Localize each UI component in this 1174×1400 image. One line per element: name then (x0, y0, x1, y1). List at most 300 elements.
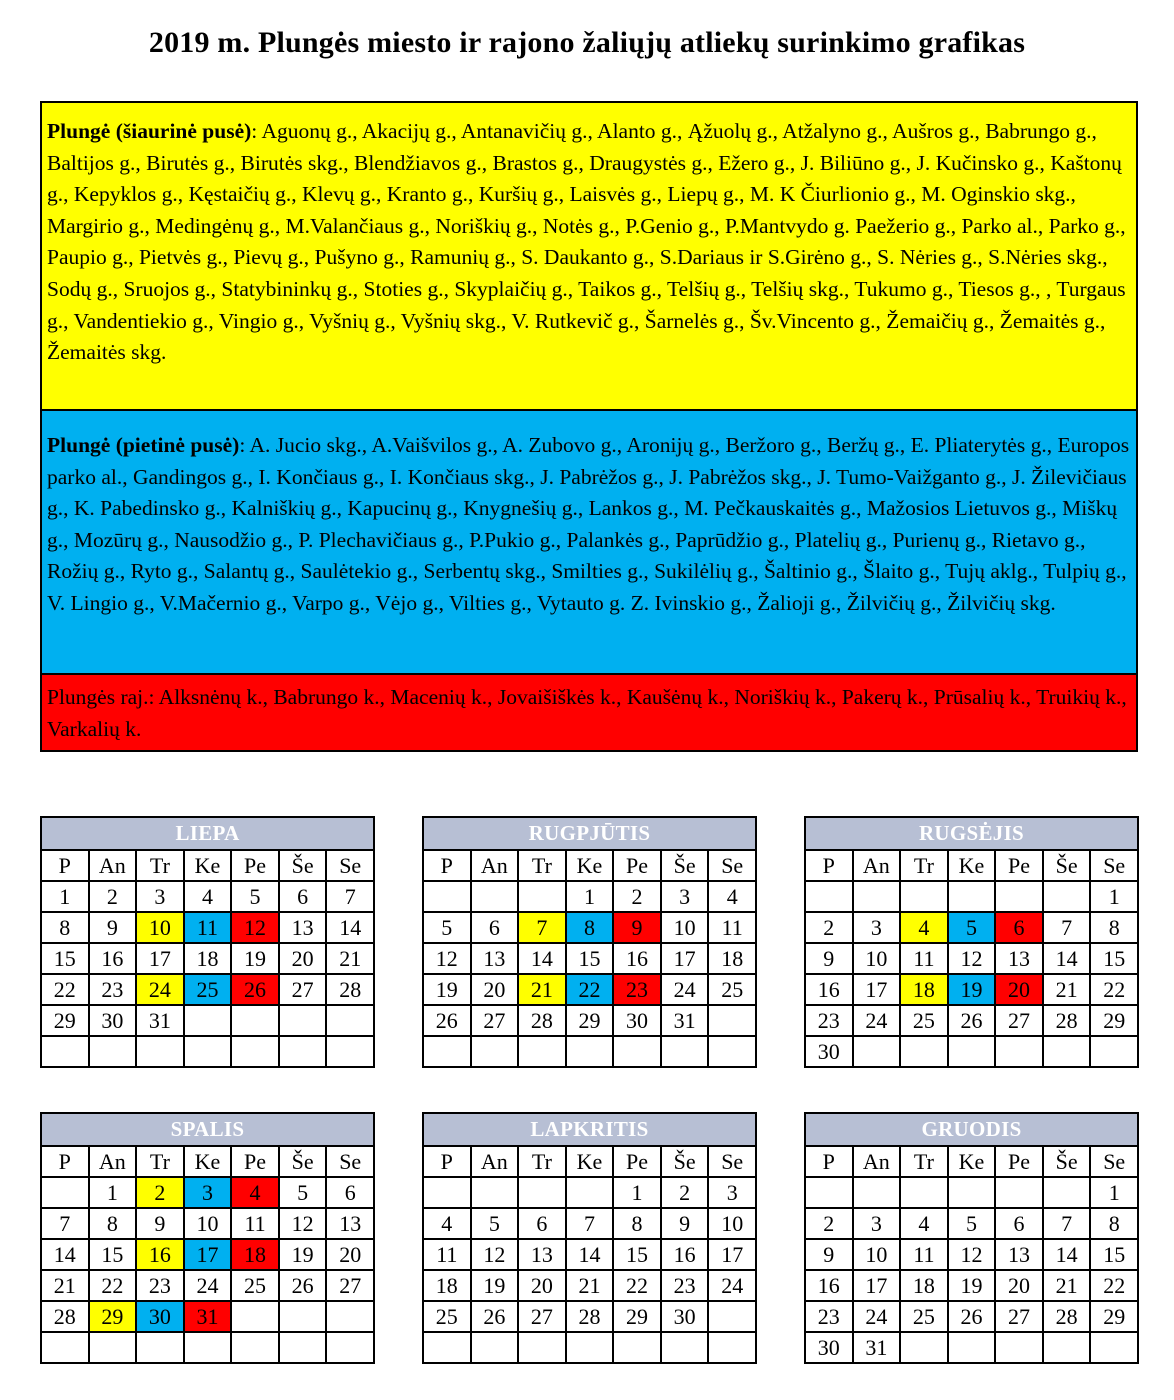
zone-south-label: Plungė (pietinė pusė) (47, 433, 240, 457)
day-cell: 15 (1090, 1239, 1138, 1270)
empty-day-cell (41, 1177, 89, 1208)
zone-north-label: Plungė (šiaurinė pusė) (47, 119, 252, 143)
day-cell: 28 (1043, 1301, 1091, 1332)
day-cell: 8 (613, 1208, 661, 1239)
day-cell: 19 (471, 1270, 519, 1301)
day-cell: 14 (1043, 943, 1091, 974)
weekday-header: Pe (231, 850, 279, 881)
empty-day-cell (900, 1332, 948, 1363)
day-cell: 29 (1090, 1301, 1138, 1332)
empty-day-cell (566, 1036, 614, 1067)
zones-legend (40, 101, 1138, 752)
day-cell: 2 (89, 881, 137, 912)
day-cell: 23 (136, 1270, 184, 1301)
empty-day-cell (326, 1301, 374, 1332)
empty-day-cell (471, 1036, 519, 1067)
weekday-header: Tr (900, 1146, 948, 1177)
day-cell: 9 (805, 943, 853, 974)
day-cell: 15 (566, 943, 614, 974)
empty-day-cell (279, 1036, 327, 1067)
day-cell: 1 (613, 1177, 661, 1208)
day-cell: 28 (326, 974, 374, 1005)
day-cell: 8 (566, 912, 614, 943)
empty-day-cell (613, 1332, 661, 1363)
weekday-header: Se (708, 1146, 756, 1177)
weekday-header: Pe (613, 850, 661, 881)
weekday-header: Tr (136, 1146, 184, 1177)
day-cell: 8 (1090, 912, 1138, 943)
empty-day-cell (995, 1332, 1043, 1363)
day-cell: 26 (948, 1005, 996, 1036)
day-cell: 13 (326, 1208, 374, 1239)
day-cell: 4 (900, 912, 948, 943)
day-cell: 21 (1043, 974, 1091, 1005)
day-cell: 16 (805, 1270, 853, 1301)
empty-day-cell (471, 1332, 519, 1363)
day-cell: 10 (661, 912, 709, 943)
day-cell: 14 (41, 1239, 89, 1270)
day-cell: 3 (136, 881, 184, 912)
day-cell: 18 (231, 1239, 279, 1270)
weekday-header: Tr (900, 850, 948, 881)
day-cell: 29 (41, 1005, 89, 1036)
weekday-header: P (423, 1146, 471, 1177)
day-cell: 5 (279, 1177, 327, 1208)
weekday-header: An (853, 1146, 901, 1177)
day-cell: 17 (853, 1270, 901, 1301)
zone-rural (42, 675, 1136, 750)
day-cell: 25 (231, 1270, 279, 1301)
day-cell: 20 (326, 1239, 374, 1270)
day-cell: 13 (995, 943, 1043, 974)
day-cell: 19 (948, 974, 996, 1005)
empty-day-cell (1043, 1177, 1091, 1208)
empty-day-cell (279, 1332, 327, 1363)
day-cell: 16 (613, 943, 661, 974)
day-cell: 15 (613, 1239, 661, 1270)
day-cell: 7 (566, 1208, 614, 1239)
empty-day-cell (518, 1332, 566, 1363)
empty-day-cell (995, 881, 1043, 912)
weekday-header: Ke (948, 850, 996, 881)
weekday-header: Še (1043, 850, 1091, 881)
day-cell: 12 (948, 943, 996, 974)
empty-day-cell (900, 881, 948, 912)
day-cell: 25 (423, 1301, 471, 1332)
day-cell: 3 (853, 1208, 901, 1239)
empty-day-cell (136, 1332, 184, 1363)
day-cell: 22 (41, 974, 89, 1005)
day-cell: 2 (661, 1177, 709, 1208)
day-cell: 4 (423, 1208, 471, 1239)
empty-day-cell (853, 881, 901, 912)
day-cell: 17 (661, 943, 709, 974)
weekday-header: Še (661, 850, 709, 881)
empty-day-cell (41, 1036, 89, 1067)
day-cell: 24 (708, 1270, 756, 1301)
empty-day-cell (231, 1036, 279, 1067)
day-cell: 6 (471, 912, 519, 943)
day-cell: 4 (900, 1208, 948, 1239)
day-cell: 3 (184, 1177, 232, 1208)
day-cell: 27 (995, 1005, 1043, 1036)
day-cell: 22 (1090, 974, 1138, 1005)
day-cell: 6 (279, 881, 327, 912)
empty-day-cell (1090, 1036, 1138, 1067)
day-cell: 8 (41, 912, 89, 943)
day-cell: 27 (995, 1301, 1043, 1332)
empty-day-cell (279, 1005, 327, 1036)
day-cell: 15 (41, 943, 89, 974)
day-cell: 24 (136, 974, 184, 1005)
day-cell: 15 (89, 1239, 137, 1270)
zone-north (42, 103, 1136, 411)
day-cell: 28 (566, 1301, 614, 1332)
day-cell: 4 (184, 881, 232, 912)
empty-day-cell (661, 1332, 709, 1363)
calendar-month (804, 1112, 1139, 1364)
day-cell: 2 (805, 1208, 853, 1239)
day-cell: 29 (613, 1301, 661, 1332)
empty-day-cell (708, 1005, 756, 1036)
weekday-header: P (805, 1146, 853, 1177)
month-name: SPALIS (41, 1113, 374, 1146)
day-cell: 1 (89, 1177, 137, 1208)
day-cell: 7 (326, 881, 374, 912)
empty-day-cell (184, 1036, 232, 1067)
empty-day-cell (231, 1301, 279, 1332)
weekday-header: An (471, 1146, 519, 1177)
weekday-header: Tr (518, 850, 566, 881)
day-cell: 2 (613, 881, 661, 912)
zone-north-streets: : Aguonų g., Akacijų g., Antanavičių g., Alanto g., Ąžuolų g., Atžalyno g., Aušros g., Babrungo g., Baltijos g., Birutės g., Birutės skg., Blendžiavos g., Brastos g., Draugystės g., Ežero g., J. Biliūno g., J. Kučinsko g., Kaštonų g., Kepyklos g., Kęstaičių g., Klevų g., Kranto g., Kuršių g., Laisvės g., Liepų g., M. K Čiurlionio g., M. Oginskio skg., Margirio g., Medingėnų g., M.Valančiaus g., Noriškių g., Notės g., P.Genio g., P.Mantvydo g. Paežerio g., Parko al., Parko g., Paupio g., Pietvės g., Pievų g., Pušyno g., Ramunių g., S. Daukanto g., S.Dariaus ir S.Girėno g., S. Nėries g., S.Nėries skg., Sodų g., Sruojos g., Statybininkų g., Stoties g., Skyplaičių g., Taikos g., Telšių g., Telšių skg., Tukumo g., Tiesos g., , Turgaus g., Vandentiekio g., Vingio g., Vyšnių g., Vyšnių skg., V. Rutkevič g., Šarnelės g., Šv.Vincento g., Žemaičių g., Žemaitės g., Žemaitės skg. (47, 119, 1126, 365)
weekday-header: Ke (948, 1146, 996, 1177)
empty-day-cell (231, 1332, 279, 1363)
day-cell: 20 (518, 1270, 566, 1301)
empty-day-cell (1043, 881, 1091, 912)
zone-rural-villages: Plungės raj.: Alksnėnų k., Babrungo k., Macenių k., Jovaišiškės k., Kaušėnų k., Noriškių k., Pakerų k., Prūsalių k., Truikių k., Varkalių k. (47, 685, 1127, 741)
day-cell: 4 (708, 881, 756, 912)
day-cell: 31 (136, 1005, 184, 1036)
day-cell: 14 (518, 943, 566, 974)
day-cell: 1 (41, 881, 89, 912)
day-cell: 29 (1090, 1005, 1138, 1036)
empty-day-cell (279, 1301, 327, 1332)
day-cell: 26 (279, 1270, 327, 1301)
day-cell: 30 (805, 1332, 853, 1363)
calendar-month (40, 1112, 375, 1364)
day-cell: 26 (471, 1301, 519, 1332)
weekday-header: Pe (613, 1146, 661, 1177)
weekday-header: Se (326, 1146, 374, 1177)
day-cell: 1 (1090, 1177, 1138, 1208)
day-cell: 19 (279, 1239, 327, 1270)
day-cell: 18 (900, 974, 948, 1005)
day-cell: 17 (184, 1239, 232, 1270)
day-cell: 11 (184, 912, 232, 943)
day-cell: 26 (948, 1301, 996, 1332)
day-cell: 1 (566, 881, 614, 912)
day-cell: 5 (948, 1208, 996, 1239)
day-cell: 23 (89, 974, 137, 1005)
empty-day-cell (900, 1177, 948, 1208)
day-cell: 11 (423, 1239, 471, 1270)
day-cell: 31 (661, 1005, 709, 1036)
day-cell: 21 (566, 1270, 614, 1301)
day-cell: 17 (708, 1239, 756, 1270)
empty-day-cell (184, 1332, 232, 1363)
day-cell: 2 (136, 1177, 184, 1208)
day-cell: 13 (279, 912, 327, 943)
day-cell: 18 (184, 943, 232, 974)
day-cell: 28 (41, 1301, 89, 1332)
weekday-header: An (89, 850, 137, 881)
empty-day-cell (89, 1036, 137, 1067)
empty-day-cell (41, 1332, 89, 1363)
day-cell: 13 (518, 1239, 566, 1270)
empty-day-cell (518, 1177, 566, 1208)
day-cell: 2 (805, 912, 853, 943)
day-cell: 9 (89, 912, 137, 943)
empty-day-cell (423, 1332, 471, 1363)
empty-day-cell (1090, 1332, 1138, 1363)
day-cell: 6 (326, 1177, 374, 1208)
day-cell: 20 (471, 974, 519, 1005)
day-cell: 8 (1090, 1208, 1138, 1239)
weekday-header: Pe (231, 1146, 279, 1177)
weekday-header: An (853, 850, 901, 881)
month-name: RUGPJŪTIS (423, 817, 756, 850)
day-cell: 7 (518, 912, 566, 943)
day-cell: 22 (89, 1270, 137, 1301)
day-cell: 14 (566, 1239, 614, 1270)
weekday-header: P (41, 850, 89, 881)
day-cell: 12 (231, 912, 279, 943)
day-cell: 24 (853, 1005, 901, 1036)
day-cell: 18 (900, 1270, 948, 1301)
empty-day-cell (805, 881, 853, 912)
empty-day-cell (995, 1036, 1043, 1067)
empty-day-cell (326, 1005, 374, 1036)
empty-day-cell (708, 1036, 756, 1067)
day-cell: 19 (423, 974, 471, 1005)
empty-day-cell (805, 1177, 853, 1208)
zone-south (42, 411, 1136, 675)
day-cell: 16 (661, 1239, 709, 1270)
empty-day-cell (231, 1005, 279, 1036)
weekday-header: Ke (566, 1146, 614, 1177)
day-cell: 9 (613, 912, 661, 943)
day-cell: 25 (184, 974, 232, 1005)
empty-day-cell (708, 1332, 756, 1363)
empty-day-cell (566, 1177, 614, 1208)
weekday-header: Se (1090, 1146, 1138, 1177)
weekday-header: P (423, 850, 471, 881)
day-cell: 22 (566, 974, 614, 1005)
empty-day-cell (708, 1301, 756, 1332)
day-cell: 26 (423, 1005, 471, 1036)
empty-day-cell (471, 1177, 519, 1208)
weekday-header: Še (661, 1146, 709, 1177)
day-cell: 28 (518, 1005, 566, 1036)
day-cell: 10 (184, 1208, 232, 1239)
weekday-header: Se (1090, 850, 1138, 881)
weekday-header: Se (708, 850, 756, 881)
weekday-header: Ke (184, 1146, 232, 1177)
calendar-month (422, 816, 757, 1068)
month-name: GRUODIS (805, 1113, 1138, 1146)
day-cell: 23 (805, 1005, 853, 1036)
day-cell: 10 (708, 1208, 756, 1239)
day-cell: 31 (184, 1301, 232, 1332)
zone-south-streets: : A. Jucio skg., A.Vaišvilos g., A. Zubovo g., Aronijų g., Beržoro g., Beržų g., E. Pliaterytės g., Europos parko al., Gandingos g., I. Končiaus g., I. Končiaus skg., J. Pabrėžos g., J. Pabrėžos skg., J. Tumo-Vaižganto g., J. Žilevičiaus g., K. Pabedinsko g., Kalniškių g., Kapucinų g., Knygnešių g., Lankos g., M. Pečkauskaitės g., Mažosios Lietuvos g., Miškų g., Mozūrų g., Nausodžio g., P. Plechavičiaus g., P.Pukio g., Palankės g., Paprūdžio g., Platelių g., Purienų g., Rietavo g., Rožių g., Ryto g., Salantų g., Saulėtekio g., Serbentų skg., Smilties g., Sukilėlių g., Šaltinio g., Šlaito g., Tujų aklg., Tulpių g., V. Lingio g., V.Mačernio g., Varpo g., Vėjo g., Vilties g., Vytauto g. Z. Ivinskio g., Žalioji g., Žilvičių g., Žilvičių skg. (47, 433, 1130, 615)
weekday-header: Še (1043, 1146, 1091, 1177)
day-cell: 3 (708, 1177, 756, 1208)
day-cell: 27 (279, 974, 327, 1005)
day-cell: 12 (279, 1208, 327, 1239)
weekday-header: An (89, 1146, 137, 1177)
day-cell: 23 (805, 1301, 853, 1332)
day-cell: 10 (853, 1239, 901, 1270)
day-cell: 21 (326, 943, 374, 974)
weekday-header: Pe (995, 850, 1043, 881)
day-cell: 13 (995, 1239, 1043, 1270)
day-cell: 18 (423, 1270, 471, 1301)
weekday-header: Še (279, 1146, 327, 1177)
day-cell: 3 (661, 881, 709, 912)
empty-day-cell (948, 881, 996, 912)
empty-day-cell (948, 1332, 996, 1363)
day-cell: 21 (41, 1270, 89, 1301)
weekday-header: Ke (566, 850, 614, 881)
weekday-header: Še (279, 850, 327, 881)
weekday-header: Se (326, 850, 374, 881)
day-cell: 12 (948, 1239, 996, 1270)
day-cell: 5 (471, 1208, 519, 1239)
weekday-header: P (805, 850, 853, 881)
day-cell: 5 (948, 912, 996, 943)
empty-day-cell (423, 1036, 471, 1067)
empty-day-cell (661, 1036, 709, 1067)
day-cell: 7 (41, 1208, 89, 1239)
weekday-header: Ke (184, 850, 232, 881)
day-cell: 25 (708, 974, 756, 1005)
weekday-header: Tr (518, 1146, 566, 1177)
day-cell: 5 (231, 881, 279, 912)
day-cell: 17 (136, 943, 184, 974)
day-cell: 22 (1090, 1270, 1138, 1301)
day-cell: 19 (948, 1270, 996, 1301)
day-cell: 11 (231, 1208, 279, 1239)
empty-day-cell (613, 1036, 661, 1067)
day-cell: 8 (89, 1208, 137, 1239)
weekday-header: Pe (995, 1146, 1043, 1177)
day-cell: 9 (661, 1208, 709, 1239)
day-cell: 30 (136, 1301, 184, 1332)
empty-day-cell (471, 881, 519, 912)
day-cell: 4 (231, 1177, 279, 1208)
day-cell: 30 (661, 1301, 709, 1332)
day-cell: 18 (708, 943, 756, 974)
day-cell: 6 (518, 1208, 566, 1239)
page-title: 2019 m. Plungės miesto ir rajono žaliųjų atliekų surinkimo grafikas (148, 26, 1026, 59)
day-cell: 20 (995, 974, 1043, 1005)
day-cell: 30 (613, 1005, 661, 1036)
calendar-month (422, 1112, 757, 1364)
day-cell: 9 (805, 1239, 853, 1270)
empty-day-cell (136, 1036, 184, 1067)
day-cell: 11 (708, 912, 756, 943)
empty-day-cell (900, 1036, 948, 1067)
day-cell: 22 (613, 1270, 661, 1301)
day-cell: 16 (805, 974, 853, 1005)
day-cell: 27 (326, 1270, 374, 1301)
day-cell: 17 (853, 974, 901, 1005)
weekday-header: Tr (136, 850, 184, 881)
day-cell: 23 (661, 1270, 709, 1301)
day-cell: 7 (1043, 1208, 1091, 1239)
day-cell: 5 (423, 912, 471, 943)
day-cell: 25 (900, 1005, 948, 1036)
empty-day-cell (995, 1177, 1043, 1208)
month-name: LAPKRITIS (423, 1113, 756, 1146)
day-cell: 27 (471, 1005, 519, 1036)
day-cell: 14 (326, 912, 374, 943)
day-cell: 27 (518, 1301, 566, 1332)
day-cell: 11 (900, 943, 948, 974)
empty-day-cell (518, 1036, 566, 1067)
day-cell: 23 (613, 974, 661, 1005)
day-cell: 13 (471, 943, 519, 974)
day-cell: 6 (995, 912, 1043, 943)
day-cell: 12 (423, 943, 471, 974)
day-cell: 7 (1043, 912, 1091, 943)
day-cell: 20 (279, 943, 327, 974)
empty-day-cell (1043, 1332, 1091, 1363)
month-name: RUGSĖJIS (805, 817, 1138, 850)
calendar-month (804, 816, 1139, 1068)
day-cell: 10 (853, 943, 901, 974)
empty-day-cell (326, 1332, 374, 1363)
day-cell: 21 (1043, 1270, 1091, 1301)
day-cell: 24 (184, 1270, 232, 1301)
day-cell: 16 (89, 943, 137, 974)
day-cell: 30 (89, 1005, 137, 1036)
empty-day-cell (518, 881, 566, 912)
empty-day-cell (89, 1332, 137, 1363)
day-cell: 28 (1043, 1005, 1091, 1036)
weekday-header: P (41, 1146, 89, 1177)
month-name: LIEPA (41, 817, 374, 850)
day-cell: 24 (661, 974, 709, 1005)
empty-day-cell (853, 1177, 901, 1208)
day-cell: 24 (853, 1301, 901, 1332)
empty-day-cell (948, 1177, 996, 1208)
day-cell: 30 (805, 1036, 853, 1067)
day-cell: 3 (853, 912, 901, 943)
weekday-header: An (471, 850, 519, 881)
day-cell: 29 (89, 1301, 137, 1332)
empty-day-cell (1043, 1036, 1091, 1067)
empty-day-cell (326, 1036, 374, 1067)
empty-day-cell (948, 1036, 996, 1067)
calendar-month (40, 816, 375, 1068)
day-cell: 20 (995, 1270, 1043, 1301)
empty-day-cell (566, 1332, 614, 1363)
day-cell: 16 (136, 1239, 184, 1270)
day-cell: 6 (995, 1208, 1043, 1239)
empty-day-cell (853, 1036, 901, 1067)
